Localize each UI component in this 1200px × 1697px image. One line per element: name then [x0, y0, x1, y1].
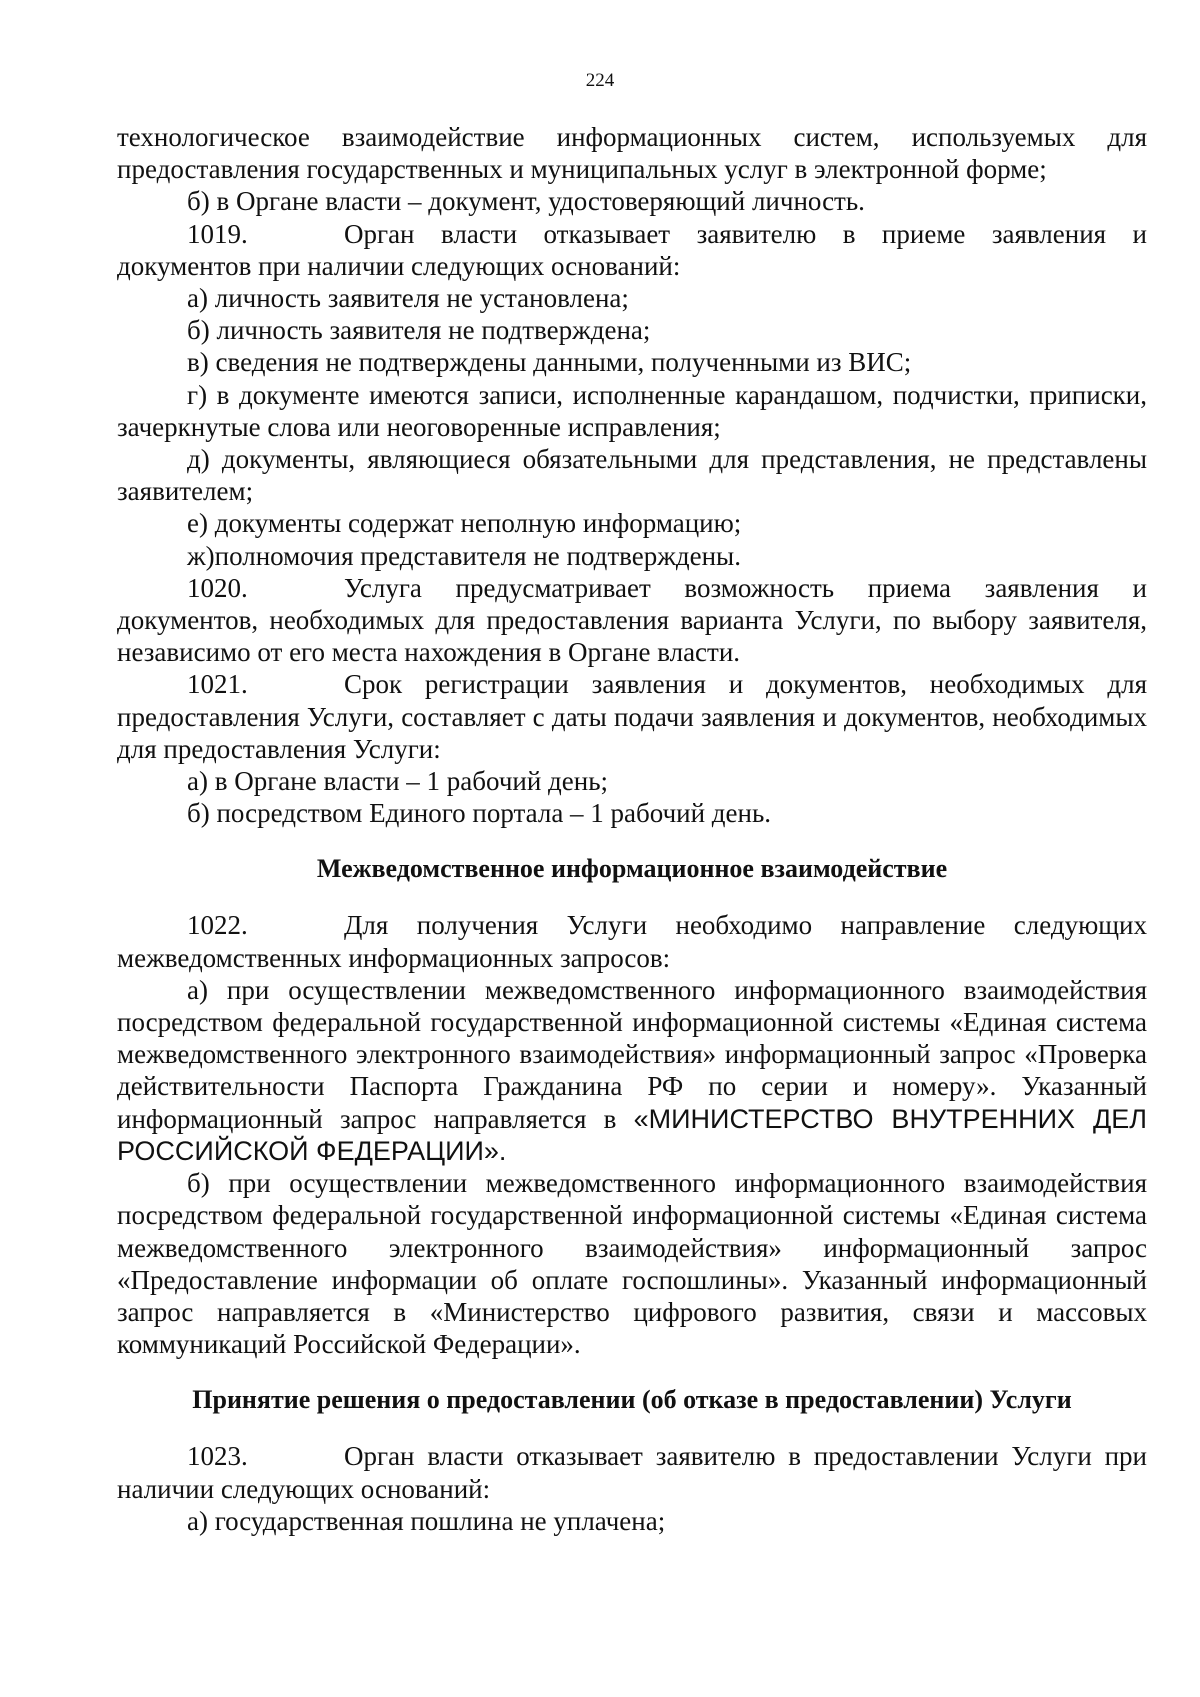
clause-text: Орган власти отказывает заявителю в предоставлении Услуги при наличии следующих оснований: [117, 1441, 1147, 1504]
clause-1022 [117, 909, 1147, 973]
list-item: г) в документе имеются записи, исполненные карандашом, подчистки, приписки, зачеркнутые слова или неоговоренные исправления; [117, 379, 1147, 442]
list-item: ж)полномочия представителя не подтверждены. [187, 540, 741, 571]
clause-text: Орган власти отказывает заявителю в приеме заявления и документов при наличии следующих оснований: [117, 218, 1147, 281]
list-item: а) государственная пошлина не уплачена; [187, 1505, 666, 1536]
paragraph-identity-document: б) в Органе власти – документ, удостоверяющий личность. [187, 186, 865, 217]
list-item-fee-request: б) при осуществлении межведомственного информационного взаимодействия посредством федеральной государственной информационной системы «Единая система межведомственного электронного взаимодействия» информационный запрос «Предоставление информации об оплате госпошлины». Указанный информационный запрос направляется в «Министерство цифрового развития, связи и массовых коммуникаций Российской Федерации». [117, 1168, 1147, 1360]
list-item-passport-request [117, 974, 1147, 1167]
clause-number: 1020. [187, 572, 248, 603]
clause-number: 1019. [187, 218, 248, 249]
list-item: б) личность заявителя не подтверждена; [187, 315, 651, 346]
list-item: а) личность заявителя не установлена; [187, 283, 629, 314]
section-heading-decision: Принятие решения о предоставлении (об отказе в предоставлении) Услуги [192, 1385, 1072, 1415]
ministry-name: «МИНИСТЕРСТВО ВНУТРЕННИХ ДЕЛ РОССИЙСКОЙ ФЕДЕРАЦИИ». [117, 1103, 1148, 1166]
clause-1020 [117, 572, 1147, 669]
clause-text: Услуга предусматривает возможность приема заявления и документов, необходимых для предоставления варианта Услуги, по выбору заявителя, независимо от его места нахождения в Органе власти. [117, 572, 1147, 668]
list-item: а) в Органе власти – 1 рабочий день; [187, 766, 609, 797]
list-item: е) документы содержат неполную информацию; [187, 508, 742, 539]
document-body [117, 121, 1147, 1537]
list-item: б) посредством Единого портала – 1 рабочий день. [187, 798, 772, 829]
clause-number: 1022. [187, 910, 248, 941]
list-item: д) документы, являющиеся обязательными для представления, не представлены заявителем; [117, 444, 1147, 507]
list-item-text: а) при осуществлении межведомственного информационного взаимодействия посредством федеральной государственной информационной системы «Единая система межведомственного электронного взаимодействия» информационный запрос «Проверка действительности Паспорта Гражданина РФ по серии и номеру». Указанный информационный запрос направляется в [117, 974, 1147, 1134]
list-item: в) сведения не подтверждены данными, полученными из ВИС; [187, 347, 912, 378]
clause-1023 [117, 1440, 1147, 1504]
clause-number: 1021. [187, 669, 248, 700]
clause-1021 [117, 668, 1147, 765]
section-heading-interagency: Межведомственное информационное взаимодействие [316, 854, 948, 884]
paragraph-continuation: технологическое взаимодействие информационных систем, используемых для предоставления государственных и муниципальных услуг в электронной форме; [117, 122, 1147, 185]
page-number: 224 [585, 70, 615, 91]
clause-text: Для получения Услуги необходимо направление следующих межведомственных информационных запросов: [117, 910, 1147, 973]
clause-number: 1023. [187, 1441, 248, 1472]
clause-1019 [117, 218, 1147, 282]
clause-text: Срок регистрации заявления и документов, необходимых для предоставления Услуги, составляет с даты подачи заявления и документов, необходимых для предоставления Услуги: [117, 669, 1147, 764]
